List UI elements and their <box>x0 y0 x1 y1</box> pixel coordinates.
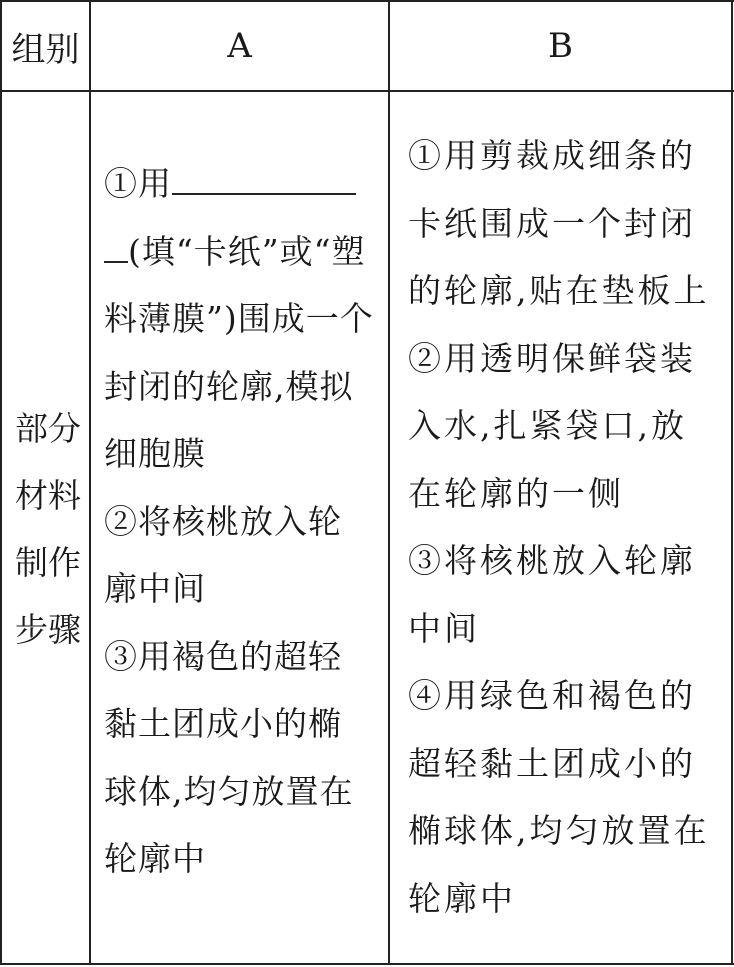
table-border-right <box>731 0 733 965</box>
col-a-step-1-text: (填“卡纸”或“塑料薄膜”)围成一个封闭的轮廓,模拟细胞膜 <box>104 231 374 473</box>
col-b-step-2: ②用透明保鲜袋装入水,扎紧袋口,放在轮廓的一侧 <box>408 338 696 513</box>
row-label-steps <box>6 395 90 663</box>
col-a-step-1-prefix: ①用 <box>104 164 172 203</box>
col-b-steps <box>408 122 718 932</box>
col-a-steps <box>104 150 374 893</box>
table-border-bottom <box>0 963 734 965</box>
col-a-step-2: ②将核桃放入轮廓中间 <box>104 501 342 608</box>
row-label-line-4: 步骤 <box>15 610 81 649</box>
row-label-line-2: 材料 <box>15 476 81 515</box>
header-group-cell: 组别 <box>11 29 80 70</box>
header-col-a-cell: A <box>227 26 252 66</box>
col-b-step-1: ①用剪裁成细条的卡纸围成一个封闭的轮廓,贴在垫板上 <box>408 136 710 310</box>
col-b-step-3: ③将核桃放入轮廓中间 <box>408 541 696 648</box>
row-label-line-1: 部分 <box>15 409 81 448</box>
table-border-left <box>0 0 2 965</box>
header-col-b-cell: B <box>548 26 573 66</box>
fill-in-blank-continued <box>104 229 128 263</box>
column-divider-2 <box>388 0 390 965</box>
col-a-step-3: ③用褐色的超轻黏土团成小的椭球体,均匀放置在轮廓中 <box>104 636 354 878</box>
col-b-step-4: ④用绿色和褐色的超轻黏土团成小的椭球体,均匀放置在轮廓中 <box>408 676 710 918</box>
row-label-line-3: 制作 <box>15 543 81 582</box>
fill-in-blank <box>172 161 356 195</box>
col-a-step-1 <box>104 150 374 488</box>
